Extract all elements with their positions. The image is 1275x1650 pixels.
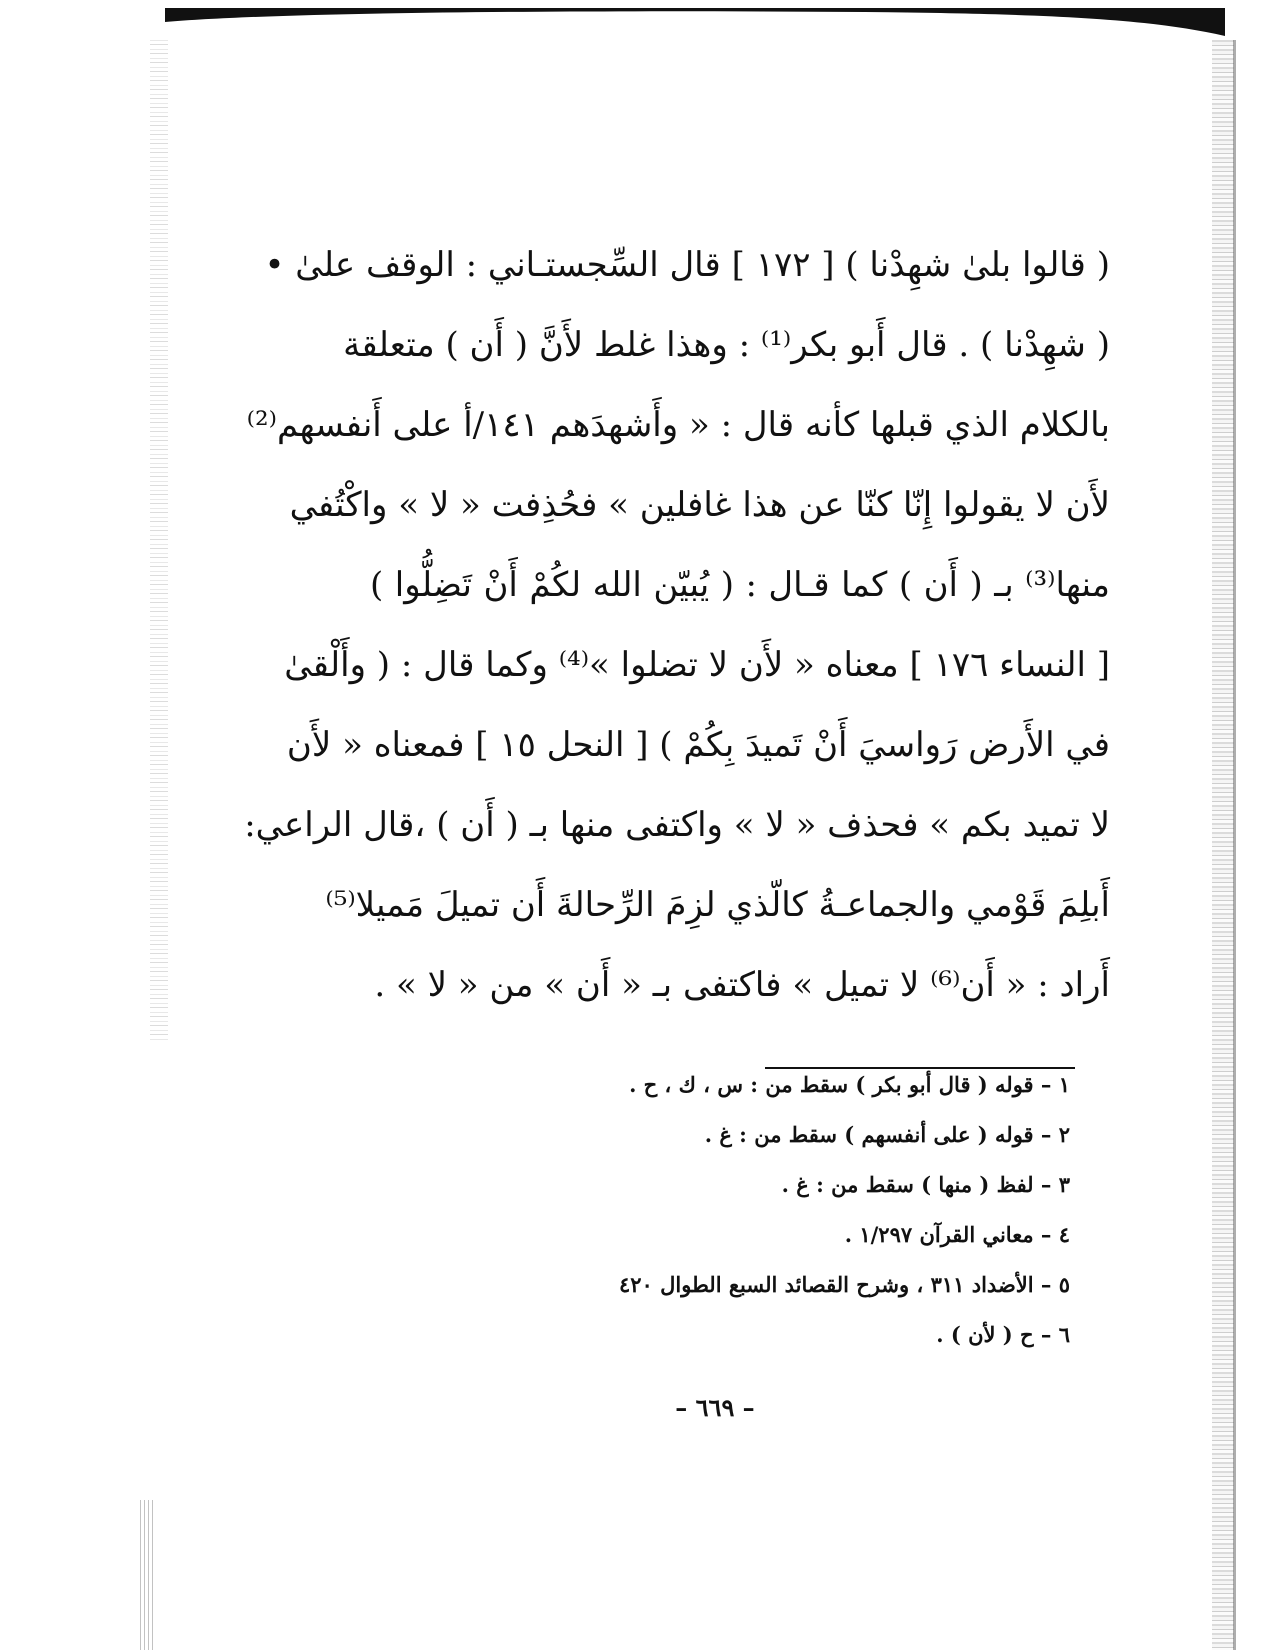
page-number: – ٦٦٩ – <box>675 1393 755 1422</box>
footnote: ٥ – الأضداد ٣١١ ، وشرح القصائد السبع الطوال ٤٢٠ <box>618 1272 1070 1297</box>
text-line: أَراد : « أَن⁽⁶⁾ لا تميل » فاكتفى بـ « أَن » من « لا » . <box>374 965 1110 1005</box>
scan-left-bottom-texture <box>140 1500 154 1650</box>
footnote: ٦ – ح ( لأن ) . <box>936 1322 1070 1347</box>
text-line: في الأَرض رَواسيَ أَنْ تَميدَ بِكُمْ ) [ النحل ١٥ ] فمعناه « لأَن <box>286 725 1110 765</box>
text-line: ( قالوا بلىٰ شهِدْنا ) [ ١٧٢ ] قال السِّجستـاني : الوقف علىٰ • <box>264 245 1110 285</box>
text-line: لأَن لا يقولوا إِنّا كنّا عن هذا غافلين » فحُذِفت « لا » واكْتُفي <box>289 485 1110 525</box>
text-line: لا تميد بكم » فحذف « لا » واكتفى منها بـ ( أَن ) ،قال الراعي: <box>244 805 1110 845</box>
scan-right-edge-texture <box>1212 40 1234 1650</box>
footnotes <box>470 1060 1070 1360</box>
footnote: ١ – قوله ( قال أبو بكر ) سقط من : س ، ك ، ح . <box>629 1072 1070 1097</box>
text-line: منها⁽³⁾ بـ ( أَن ) كما قـال : ( يُبيّن الله لكُمْ أَنْ تَضِلُّوا ) <box>370 565 1110 605</box>
scan-top-edge <box>165 8 1225 38</box>
footnote: ٣ – لفظ ( منها ) سقط من : غ . <box>781 1172 1070 1197</box>
text-line: [ النساء ١٧٦ ] معناه « لأَن لا تضلوا »⁽⁴⁾ وكما قال : ( وأَلْقىٰ <box>284 645 1110 685</box>
scan-right-edge-line <box>1233 40 1236 1650</box>
footnote: ٤ – معاني القرآن ١/٢٩٧ . <box>844 1222 1070 1247</box>
main-text <box>244 225 1110 1025</box>
footnote: ٢ – قوله ( على أنفسهم ) سقط من : غ . <box>704 1122 1070 1147</box>
text-line: ( شهِدْنا ) . قال أَبو بكر⁽¹⁾ : وهذا غلط لأَنَّ ( أَن ) متعلقة <box>343 325 1110 365</box>
text-line: بالكلام الذي قبلها كأنه قال : « وأَشهدَهم ١٤١/أ على أَنفسهم⁽²⁾ <box>246 405 1110 445</box>
poetry-line: أَبلِمَ قَوْمي والجماعـةُ كالّذي لزِمَ الرِّحالةَ أَن تميلَ مَميلا⁽⁵⁾ <box>325 885 1110 925</box>
scan-left-edge-texture <box>150 40 168 1040</box>
